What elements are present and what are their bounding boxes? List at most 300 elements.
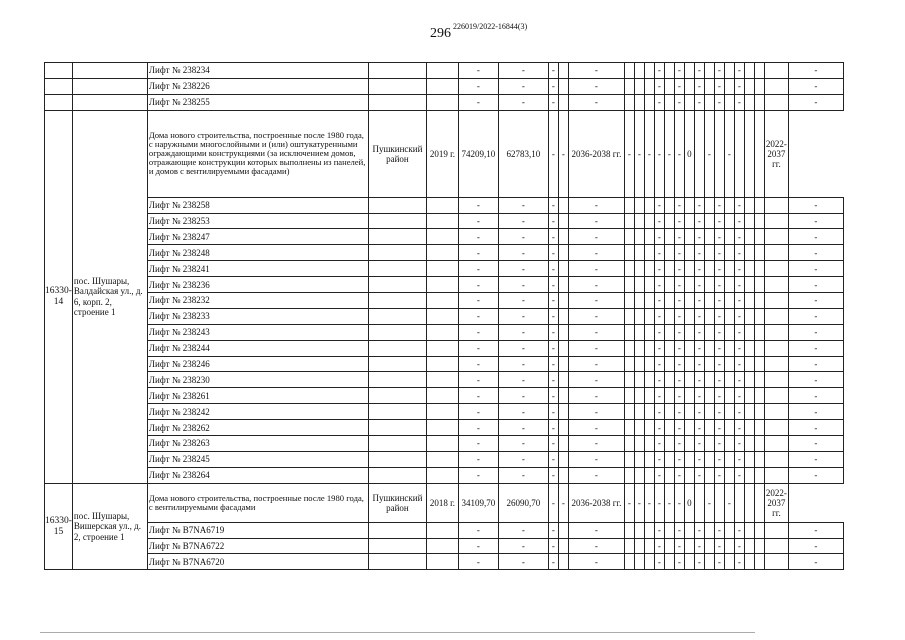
dash-cell: - bbox=[788, 467, 843, 483]
dash-cell: - bbox=[694, 420, 704, 436]
empty-cell bbox=[664, 229, 674, 245]
lift-name: Лифт № 238258 bbox=[147, 197, 368, 213]
empty-cell bbox=[624, 245, 634, 261]
area-living: 26090,70 bbox=[498, 483, 548, 522]
lift-name: Лифт № 238246 bbox=[147, 356, 368, 372]
dash-cell: - bbox=[714, 324, 724, 340]
dash-cell: - bbox=[568, 467, 624, 483]
empty-cell bbox=[644, 197, 654, 213]
empty-cell bbox=[558, 229, 568, 245]
table-row bbox=[45, 197, 844, 213]
empty-cell bbox=[724, 538, 734, 554]
dash-cell: - bbox=[654, 110, 664, 197]
footer-divider bbox=[40, 632, 755, 633]
dash-cell: - bbox=[654, 245, 664, 261]
empty-cell bbox=[426, 467, 458, 483]
empty-cell bbox=[368, 229, 426, 245]
dash-cell: - bbox=[714, 467, 724, 483]
district: Пушкинский район bbox=[368, 110, 426, 197]
empty-cell bbox=[558, 213, 568, 229]
empty-cell bbox=[754, 293, 764, 309]
empty-cell bbox=[644, 522, 654, 538]
dash-cell: - bbox=[788, 522, 843, 538]
empty-cell bbox=[724, 388, 734, 404]
dash-cell: - bbox=[548, 372, 558, 388]
empty-cell bbox=[368, 420, 426, 436]
address-cell bbox=[72, 63, 147, 79]
empty-cell bbox=[704, 522, 714, 538]
table-row bbox=[45, 261, 844, 277]
lift-name: Лифт № B7NA6719 bbox=[147, 522, 368, 538]
empty-cell bbox=[764, 213, 788, 229]
dash-cell: - bbox=[654, 388, 664, 404]
empty-cell bbox=[634, 356, 644, 372]
dash-cell: - bbox=[498, 324, 548, 340]
dash-cell: - bbox=[734, 63, 744, 79]
empty-cell bbox=[664, 277, 674, 293]
empty-cell bbox=[704, 404, 714, 420]
empty-cell bbox=[624, 554, 634, 570]
empty-cell bbox=[704, 388, 714, 404]
empty-cell bbox=[558, 245, 568, 261]
empty-cell bbox=[704, 213, 714, 229]
dash-cell: - bbox=[788, 340, 843, 356]
building-description: Дома нового строительства, построенные после 1980 года, с вентилируемыми фасадами bbox=[147, 483, 368, 522]
dash-cell: - bbox=[458, 78, 498, 94]
empty-cell bbox=[704, 324, 714, 340]
dash-cell: - bbox=[734, 467, 744, 483]
empty-cell bbox=[704, 63, 714, 79]
dash-cell: - bbox=[694, 229, 704, 245]
dash-cell: - bbox=[654, 436, 664, 452]
empty-cell bbox=[664, 404, 674, 420]
empty-cell bbox=[754, 436, 764, 452]
empty-cell bbox=[368, 277, 426, 293]
dash-cell: - bbox=[714, 388, 724, 404]
dash-cell: - bbox=[654, 277, 664, 293]
empty-cell bbox=[426, 78, 458, 94]
dash-cell: - bbox=[734, 324, 744, 340]
empty-cell bbox=[368, 197, 426, 213]
empty-cell bbox=[714, 110, 724, 197]
empty-cell bbox=[644, 324, 654, 340]
empty-cell bbox=[754, 213, 764, 229]
dash-cell: - bbox=[714, 308, 724, 324]
dash-cell: - bbox=[724, 110, 734, 197]
dash-cell: - bbox=[498, 213, 548, 229]
empty-cell bbox=[764, 356, 788, 372]
empty-cell bbox=[368, 308, 426, 324]
dash-cell: - bbox=[498, 538, 548, 554]
empty-cell bbox=[724, 78, 734, 94]
dash-cell: - bbox=[788, 78, 843, 94]
lift-name: Лифт № B7NA6722 bbox=[147, 538, 368, 554]
dash-cell: - bbox=[674, 110, 684, 197]
empty-cell bbox=[558, 467, 568, 483]
empty-cell bbox=[624, 356, 634, 372]
empty-cell bbox=[684, 324, 694, 340]
dash-cell: - bbox=[674, 522, 684, 538]
empty-cell bbox=[368, 451, 426, 467]
empty-cell bbox=[664, 261, 674, 277]
dash-cell: - bbox=[734, 94, 744, 110]
dash-cell: - bbox=[788, 420, 843, 436]
empty-cell bbox=[724, 261, 734, 277]
empty-cell bbox=[426, 451, 458, 467]
empty-cell bbox=[684, 356, 694, 372]
empty-cell bbox=[426, 538, 458, 554]
dash-cell: - bbox=[568, 451, 624, 467]
dash-cell: - bbox=[734, 78, 744, 94]
empty-cell bbox=[764, 261, 788, 277]
empty-cell bbox=[558, 197, 568, 213]
dash-cell: - bbox=[674, 324, 684, 340]
dash-cell: - bbox=[714, 277, 724, 293]
dash-cell: - bbox=[734, 293, 744, 309]
empty-cell bbox=[684, 78, 694, 94]
lift-name: Лифт № 238230 bbox=[147, 372, 368, 388]
dash-cell: - bbox=[568, 388, 624, 404]
table-row bbox=[45, 522, 844, 538]
dash-cell: - bbox=[734, 554, 744, 570]
dash-cell: - bbox=[458, 451, 498, 467]
empty-cell bbox=[684, 554, 694, 570]
empty-cell bbox=[664, 538, 674, 554]
empty-cell bbox=[644, 436, 654, 452]
empty-cell bbox=[704, 308, 714, 324]
empty-cell bbox=[704, 538, 714, 554]
dash-cell: - bbox=[548, 340, 558, 356]
dash-cell: - bbox=[654, 483, 664, 522]
lift-name: Лифт № 238233 bbox=[147, 308, 368, 324]
dash-cell: - bbox=[654, 372, 664, 388]
dash-cell: - bbox=[644, 110, 654, 197]
empty-cell bbox=[704, 340, 714, 356]
empty-cell bbox=[644, 261, 654, 277]
empty-cell bbox=[734, 110, 744, 197]
zero-value: 0 bbox=[684, 110, 694, 197]
dash-cell: - bbox=[458, 436, 498, 452]
dash-cell: - bbox=[498, 277, 548, 293]
empty-cell bbox=[644, 451, 654, 467]
dash-cell: - bbox=[654, 404, 664, 420]
empty-cell bbox=[426, 340, 458, 356]
empty-cell bbox=[684, 245, 694, 261]
lift-name: Лифт № 238261 bbox=[147, 388, 368, 404]
empty-cell bbox=[684, 436, 694, 452]
dash-cell: - bbox=[734, 261, 744, 277]
empty-cell bbox=[724, 197, 734, 213]
dash-cell: - bbox=[734, 522, 744, 538]
empty-cell bbox=[664, 78, 674, 94]
empty-cell bbox=[664, 554, 674, 570]
empty-cell bbox=[724, 467, 734, 483]
empty-cell bbox=[426, 63, 458, 79]
dash-cell: - bbox=[458, 522, 498, 538]
empty-cell bbox=[368, 78, 426, 94]
code-cell bbox=[45, 63, 73, 79]
empty-cell bbox=[624, 522, 634, 538]
lift-name: Лифт № 238262 bbox=[147, 420, 368, 436]
empty-cell bbox=[368, 554, 426, 570]
dash-cell: - bbox=[788, 404, 843, 420]
document-code: 226019/2022-16844(3) bbox=[453, 22, 528, 31]
dash-cell: - bbox=[654, 78, 664, 94]
dash-cell: - bbox=[714, 538, 724, 554]
empty-cell bbox=[368, 293, 426, 309]
dash-cell: - bbox=[788, 356, 843, 372]
dash-cell: - bbox=[654, 554, 664, 570]
empty-cell bbox=[724, 436, 734, 452]
dash-cell: - bbox=[548, 356, 558, 372]
lift-name: Лифт № 238245 bbox=[147, 451, 368, 467]
empty-cell bbox=[634, 467, 644, 483]
empty-cell bbox=[624, 451, 634, 467]
empty-cell bbox=[558, 372, 568, 388]
dash-cell: - bbox=[714, 404, 724, 420]
dash-cell: - bbox=[568, 554, 624, 570]
dash-cell: - bbox=[548, 197, 558, 213]
empty-cell bbox=[744, 94, 754, 110]
dash-cell: - bbox=[548, 213, 558, 229]
empty-cell bbox=[634, 308, 644, 324]
dash-cell: - bbox=[498, 467, 548, 483]
dash-cell: - bbox=[674, 245, 684, 261]
empty-cell bbox=[744, 340, 754, 356]
empty-cell bbox=[664, 356, 674, 372]
dash-cell: - bbox=[788, 388, 843, 404]
dash-cell: - bbox=[498, 94, 548, 110]
dash-cell: - bbox=[634, 110, 644, 197]
empty-cell bbox=[724, 63, 734, 79]
dash-cell: - bbox=[704, 483, 714, 522]
dash-cell: - bbox=[674, 451, 684, 467]
code-cell bbox=[45, 78, 73, 94]
empty-cell bbox=[764, 293, 788, 309]
lift-name: Лифт № 238232 bbox=[147, 293, 368, 309]
dash-cell: - bbox=[654, 420, 664, 436]
empty-cell bbox=[426, 308, 458, 324]
dash-cell: - bbox=[458, 324, 498, 340]
empty-cell bbox=[764, 404, 788, 420]
table-row bbox=[45, 372, 844, 388]
empty-cell bbox=[764, 245, 788, 261]
empty-cell bbox=[704, 229, 714, 245]
dash-cell: - bbox=[734, 277, 744, 293]
empty-cell bbox=[684, 293, 694, 309]
empty-cell bbox=[644, 213, 654, 229]
dash-cell: - bbox=[458, 467, 498, 483]
dash-cell: - bbox=[548, 94, 558, 110]
empty-cell bbox=[624, 538, 634, 554]
empty-cell bbox=[558, 554, 568, 570]
dash-cell: - bbox=[714, 213, 724, 229]
empty-cell bbox=[744, 436, 754, 452]
dash-cell: - bbox=[674, 372, 684, 388]
dash-cell: - bbox=[548, 451, 558, 467]
empty-cell bbox=[764, 388, 788, 404]
empty-cell bbox=[684, 467, 694, 483]
dash-cell: - bbox=[714, 245, 724, 261]
table-row bbox=[45, 324, 844, 340]
dash-cell: - bbox=[458, 213, 498, 229]
empty-cell bbox=[664, 451, 674, 467]
dash-cell: - bbox=[664, 483, 674, 522]
empty-cell bbox=[664, 467, 674, 483]
table-row bbox=[45, 420, 844, 436]
empty-cell bbox=[634, 451, 644, 467]
dash-cell: - bbox=[458, 245, 498, 261]
empty-cell bbox=[426, 372, 458, 388]
empty-cell bbox=[714, 483, 724, 522]
empty-cell bbox=[744, 229, 754, 245]
empty-cell bbox=[558, 356, 568, 372]
dash-cell: - bbox=[674, 538, 684, 554]
dash-cell: - bbox=[458, 372, 498, 388]
empty-cell bbox=[764, 94, 788, 110]
dash-cell: - bbox=[714, 436, 724, 452]
empty-cell bbox=[744, 451, 754, 467]
empty-cell bbox=[664, 94, 674, 110]
dash-cell: - bbox=[654, 308, 664, 324]
lift-name: Лифт № 238263 bbox=[147, 436, 368, 452]
dash-cell: - bbox=[788, 94, 843, 110]
table-row bbox=[45, 467, 844, 483]
empty-cell bbox=[724, 277, 734, 293]
dash-cell: - bbox=[734, 451, 744, 467]
lift-name: Лифт № 238244 bbox=[147, 340, 368, 356]
dash-cell: - bbox=[498, 308, 548, 324]
empty-cell bbox=[426, 293, 458, 309]
dash-cell: - bbox=[788, 538, 843, 554]
empty-cell bbox=[634, 245, 644, 261]
empty-cell bbox=[664, 63, 674, 79]
dash-cell: - bbox=[694, 451, 704, 467]
dash-cell: - bbox=[714, 554, 724, 570]
dash-cell: - bbox=[694, 63, 704, 79]
empty-cell bbox=[624, 293, 634, 309]
empty-cell bbox=[724, 293, 734, 309]
empty-cell bbox=[634, 277, 644, 293]
empty-cell bbox=[634, 554, 644, 570]
dash-cell: - bbox=[694, 538, 704, 554]
dash-cell: - bbox=[654, 63, 664, 79]
empty-cell bbox=[644, 229, 654, 245]
dash-cell: - bbox=[458, 197, 498, 213]
empty-cell bbox=[684, 340, 694, 356]
empty-cell bbox=[368, 404, 426, 420]
dash-cell: - bbox=[694, 467, 704, 483]
dash-cell: - bbox=[714, 229, 724, 245]
empty-cell bbox=[624, 340, 634, 356]
empty-cell bbox=[624, 324, 634, 340]
empty-cell bbox=[704, 451, 714, 467]
empty-cell bbox=[664, 340, 674, 356]
dash-cell: - bbox=[694, 197, 704, 213]
dash-cell: - bbox=[498, 420, 548, 436]
dash-cell: - bbox=[568, 404, 624, 420]
table-row bbox=[45, 229, 844, 245]
empty-cell bbox=[558, 451, 568, 467]
empty-cell bbox=[684, 404, 694, 420]
dash-cell: - bbox=[498, 63, 548, 79]
dash-cell: - bbox=[498, 261, 548, 277]
empty-cell bbox=[684, 197, 694, 213]
empty-cell bbox=[634, 229, 644, 245]
empty-cell bbox=[684, 372, 694, 388]
dash-cell: - bbox=[734, 420, 744, 436]
empty-cell bbox=[426, 261, 458, 277]
dash-cell: - bbox=[498, 522, 548, 538]
empty-cell bbox=[684, 229, 694, 245]
lift-name: Лифт № 238248 bbox=[147, 245, 368, 261]
empty-cell bbox=[426, 404, 458, 420]
empty-cell bbox=[754, 372, 764, 388]
empty-cell bbox=[684, 277, 694, 293]
empty-cell bbox=[368, 467, 426, 483]
lift-name: Лифт № 238255 bbox=[147, 94, 368, 110]
dash-cell: - bbox=[558, 110, 568, 197]
empty-cell bbox=[764, 522, 788, 538]
dash-cell: - bbox=[694, 522, 704, 538]
dash-cell: - bbox=[568, 213, 624, 229]
dash-cell: - bbox=[734, 538, 744, 554]
empty-cell bbox=[704, 261, 714, 277]
table-row bbox=[45, 245, 844, 261]
empty-cell bbox=[426, 94, 458, 110]
empty-cell bbox=[664, 372, 674, 388]
empty-cell bbox=[426, 436, 458, 452]
table-row bbox=[45, 213, 844, 229]
empty-cell bbox=[684, 261, 694, 277]
empty-cell bbox=[634, 324, 644, 340]
dash-cell: - bbox=[734, 436, 744, 452]
dash-cell: - bbox=[498, 554, 548, 570]
empty-cell bbox=[704, 277, 714, 293]
dash-cell: - bbox=[674, 356, 684, 372]
dash-cell: - bbox=[458, 388, 498, 404]
empty-cell bbox=[764, 340, 788, 356]
dash-cell: - bbox=[458, 420, 498, 436]
empty-cell bbox=[644, 78, 654, 94]
table-row bbox=[45, 404, 844, 420]
dash-cell: - bbox=[674, 308, 684, 324]
empty-cell bbox=[558, 261, 568, 277]
empty-cell bbox=[764, 78, 788, 94]
empty-cell bbox=[368, 261, 426, 277]
empty-cell bbox=[754, 110, 764, 197]
empty-cell bbox=[764, 308, 788, 324]
district: Пушкинский район bbox=[368, 483, 426, 522]
empty-cell bbox=[744, 538, 754, 554]
lift-name: Лифт № 238247 bbox=[147, 229, 368, 245]
empty-cell bbox=[426, 213, 458, 229]
empty-cell bbox=[368, 538, 426, 554]
dash-cell: - bbox=[568, 372, 624, 388]
empty-cell bbox=[754, 277, 764, 293]
dash-cell: - bbox=[654, 197, 664, 213]
empty-cell bbox=[426, 277, 458, 293]
dash-cell: - bbox=[674, 388, 684, 404]
empty-cell bbox=[558, 436, 568, 452]
dash-cell: - bbox=[568, 94, 624, 110]
empty-cell bbox=[624, 94, 634, 110]
dash-cell: - bbox=[548, 554, 558, 570]
empty-cell bbox=[754, 308, 764, 324]
dash-cell: - bbox=[624, 110, 634, 197]
empty-cell bbox=[704, 197, 714, 213]
lift-name: Лифт № 238241 bbox=[147, 261, 368, 277]
